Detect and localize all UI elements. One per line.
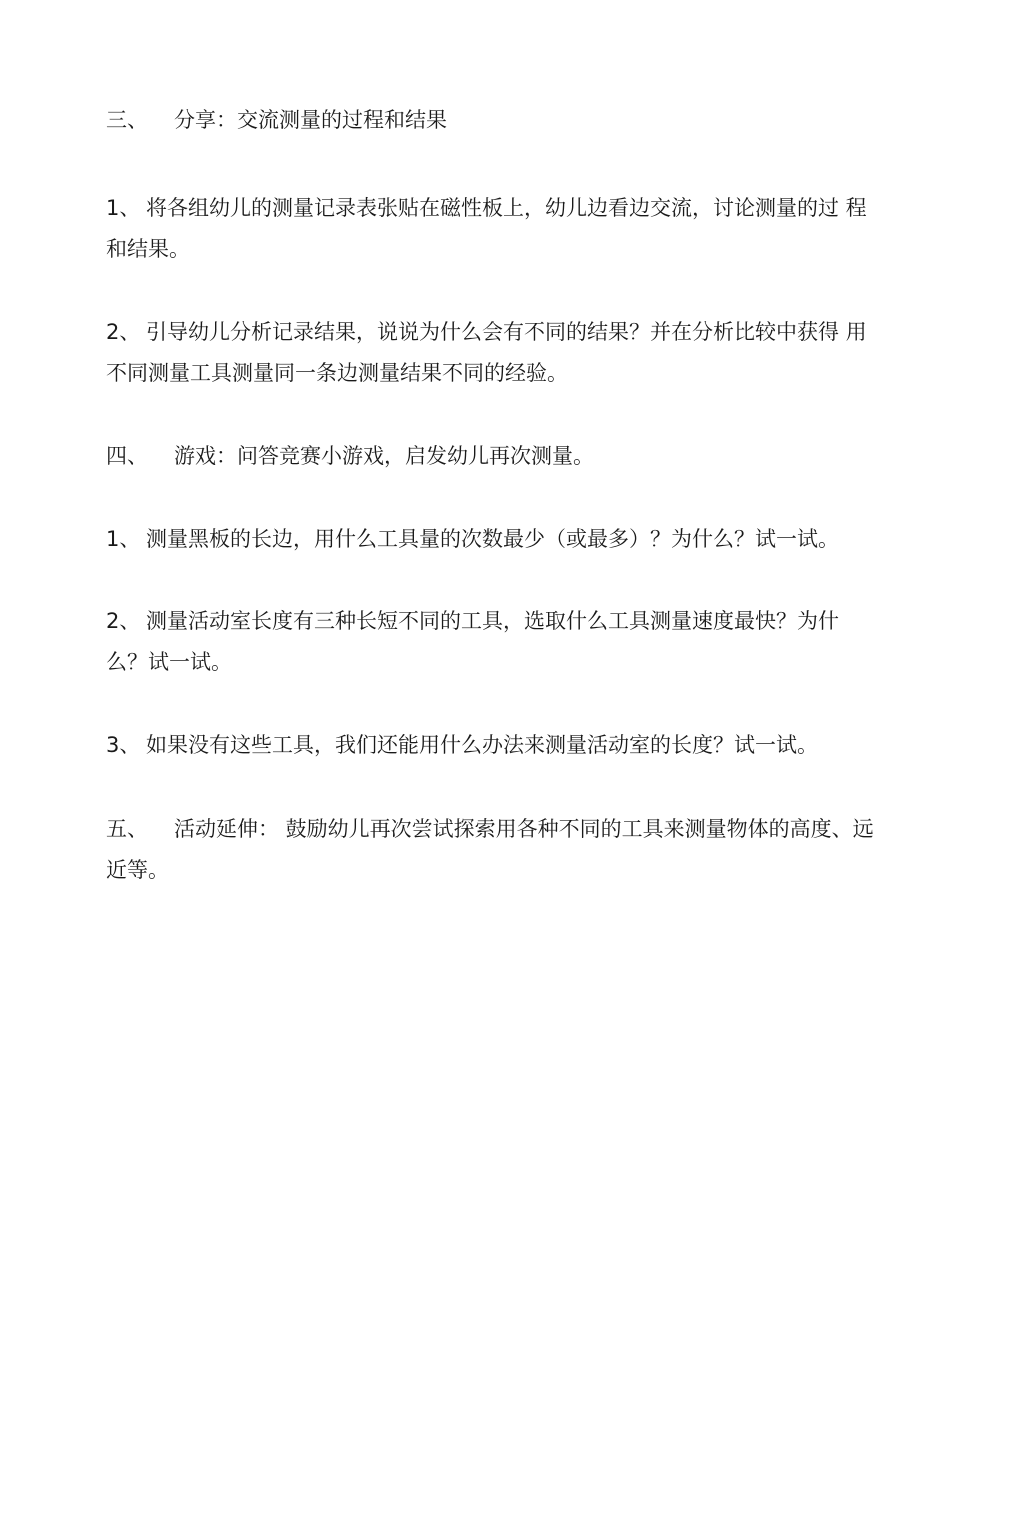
- list-item: [106, 318, 867, 346]
- item-text: 引导幼儿分析记录结果，说说为什么会有不同的结果？并在分析比较中获得 用: [146, 320, 867, 344]
- item-number: 1、: [106, 196, 141, 220]
- list-item: [106, 525, 839, 553]
- list-item: [106, 607, 839, 635]
- item-text: 如果没有这些工具，我们还能用什么办法来测量活动室的长度？试一试。: [146, 733, 818, 757]
- section-number: 三、: [106, 108, 148, 132]
- item-number: 3、: [106, 733, 141, 757]
- list-item-continuation: 和结果。: [106, 237, 190, 261]
- section-heading-4: [106, 442, 594, 470]
- section-title: 游戏：问答竞赛小游戏，启发幼儿再次测量。: [174, 444, 594, 468]
- section-number: 四、: [106, 444, 148, 468]
- section-number: 五、: [106, 817, 148, 841]
- section-heading-3: [106, 106, 447, 134]
- list-item-continuation: 么？试一试。: [106, 650, 232, 674]
- item-number: 2、: [106, 609, 141, 633]
- list-item: [106, 731, 818, 759]
- section-heading-5: [106, 815, 874, 843]
- item-number: 2、: [106, 320, 141, 344]
- list-item-continuation: 不同测量工具测量同一条边测量结果不同的经验。: [106, 361, 568, 385]
- item-text: 将各组幼儿的测量记录表张贴在磁性板上，幼儿边看边交流，讨论测量的过 程: [146, 196, 867, 220]
- section-title: 活动延伸： 鼓励幼儿再次尝试探索用各种不同的工具来测量物体的高度、远: [174, 817, 874, 841]
- section-continuation: 近等。: [106, 858, 169, 882]
- section-title: 分享：交流测量的过程和结果: [174, 108, 447, 132]
- item-text: 测量黑板的长边，用什么工具量的次数最少（或最多）？为什么？试一试。: [146, 527, 839, 551]
- list-item: [106, 194, 867, 222]
- item-number: 1、: [106, 527, 141, 551]
- item-text: 测量活动室长度有三种长短不同的工具，选取什么工具测量速度最快？为什: [146, 609, 839, 633]
